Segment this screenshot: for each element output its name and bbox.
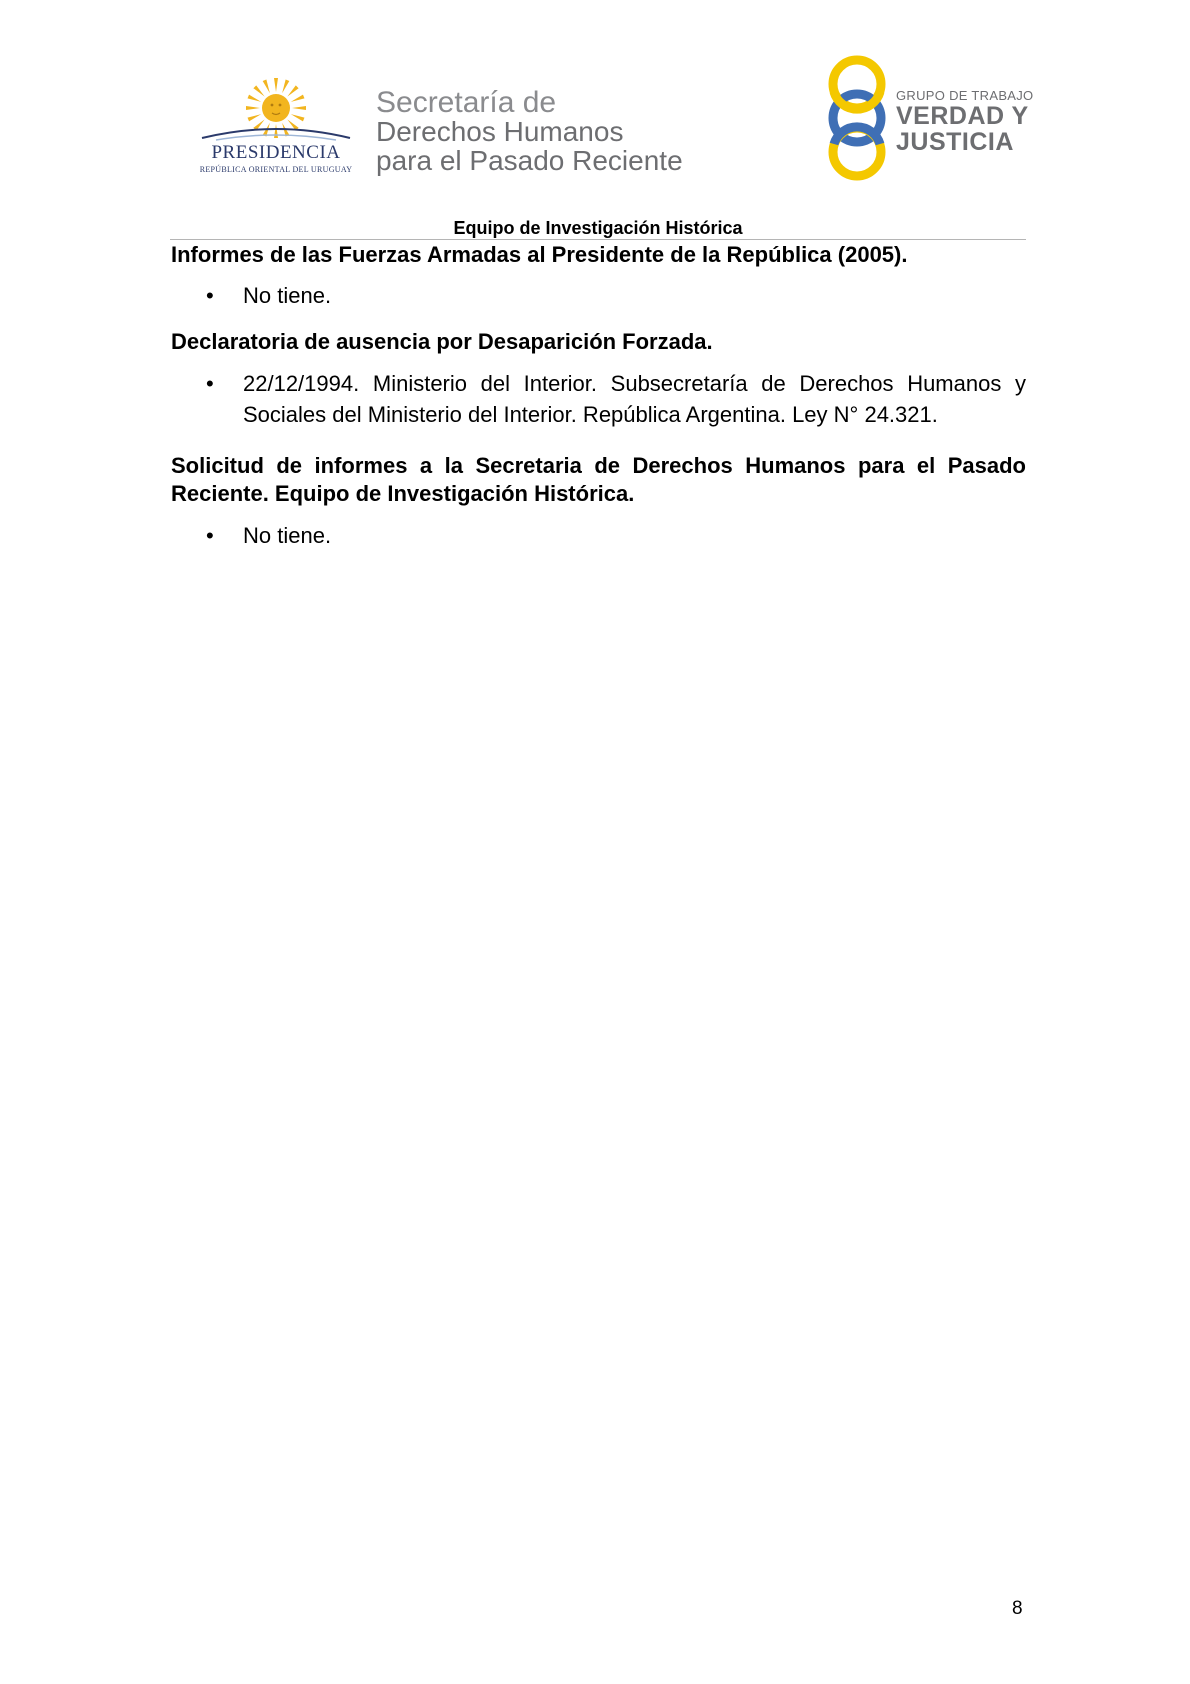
verdad-justicia-logo	[820, 54, 1034, 184]
header-divider	[170, 239, 1026, 240]
secretaria-wordmark	[376, 88, 683, 175]
section-heading: Declaratoria de ausencia por Desaparición Forzada.	[171, 329, 713, 354]
justicia-label: JUSTICIA	[896, 128, 1014, 156]
bullet-icon: •	[206, 371, 214, 396]
presidencia-subtitle: REPÚBLICA ORIENTAL DEL URUGUAY	[199, 165, 353, 174]
interlinked-rings-icon	[820, 54, 894, 182]
secretaria-line-1: Secretaría de	[376, 86, 557, 119]
section-list	[171, 280, 1026, 311]
grupo-trabajo-label: GRUPO DE TRABAJO	[896, 88, 1034, 103]
running-header-title: Equipo de Investigación Histórica	[453, 218, 743, 238]
sun-emblem-icon	[196, 76, 356, 146]
list-item	[171, 280, 1026, 311]
list-item-text: No tiene.	[243, 283, 332, 308]
bullet-icon: •	[206, 523, 214, 548]
secretaria-line-2: Derechos Humanos	[376, 116, 624, 147]
section-heading: Informes de las Fuerzas Armadas al Presidente de la República (2005).	[171, 242, 908, 267]
section-heading: Solicitud de informes a la Secretaria de Derechos Humanos para el Pasado Reciente. Equipo de Investigación Histórica.	[171, 453, 1026, 506]
list-item-text: 22/12/1994. Ministerio del Interior. Subsecretaría de Derechos Humanos y Sociales del Ministerio del Interior. República Argentina. Ley N° 24.321.	[243, 371, 1026, 427]
page-number: 8	[1012, 1598, 1023, 1619]
presidencia-name: PRESIDENCIA	[211, 142, 341, 163]
list-item	[171, 368, 1026, 430]
section-list	[171, 368, 1026, 430]
list-item	[171, 520, 1026, 551]
verdad-label: VERDAD Y	[896, 102, 1029, 130]
bullet-icon: •	[206, 283, 214, 308]
document-body	[171, 241, 1026, 551]
section-list	[171, 520, 1026, 551]
list-item-text: No tiene.	[243, 523, 332, 548]
presidencia-logo	[196, 76, 356, 186]
secretaria-line-3: para el Pasado Reciente	[376, 145, 683, 176]
